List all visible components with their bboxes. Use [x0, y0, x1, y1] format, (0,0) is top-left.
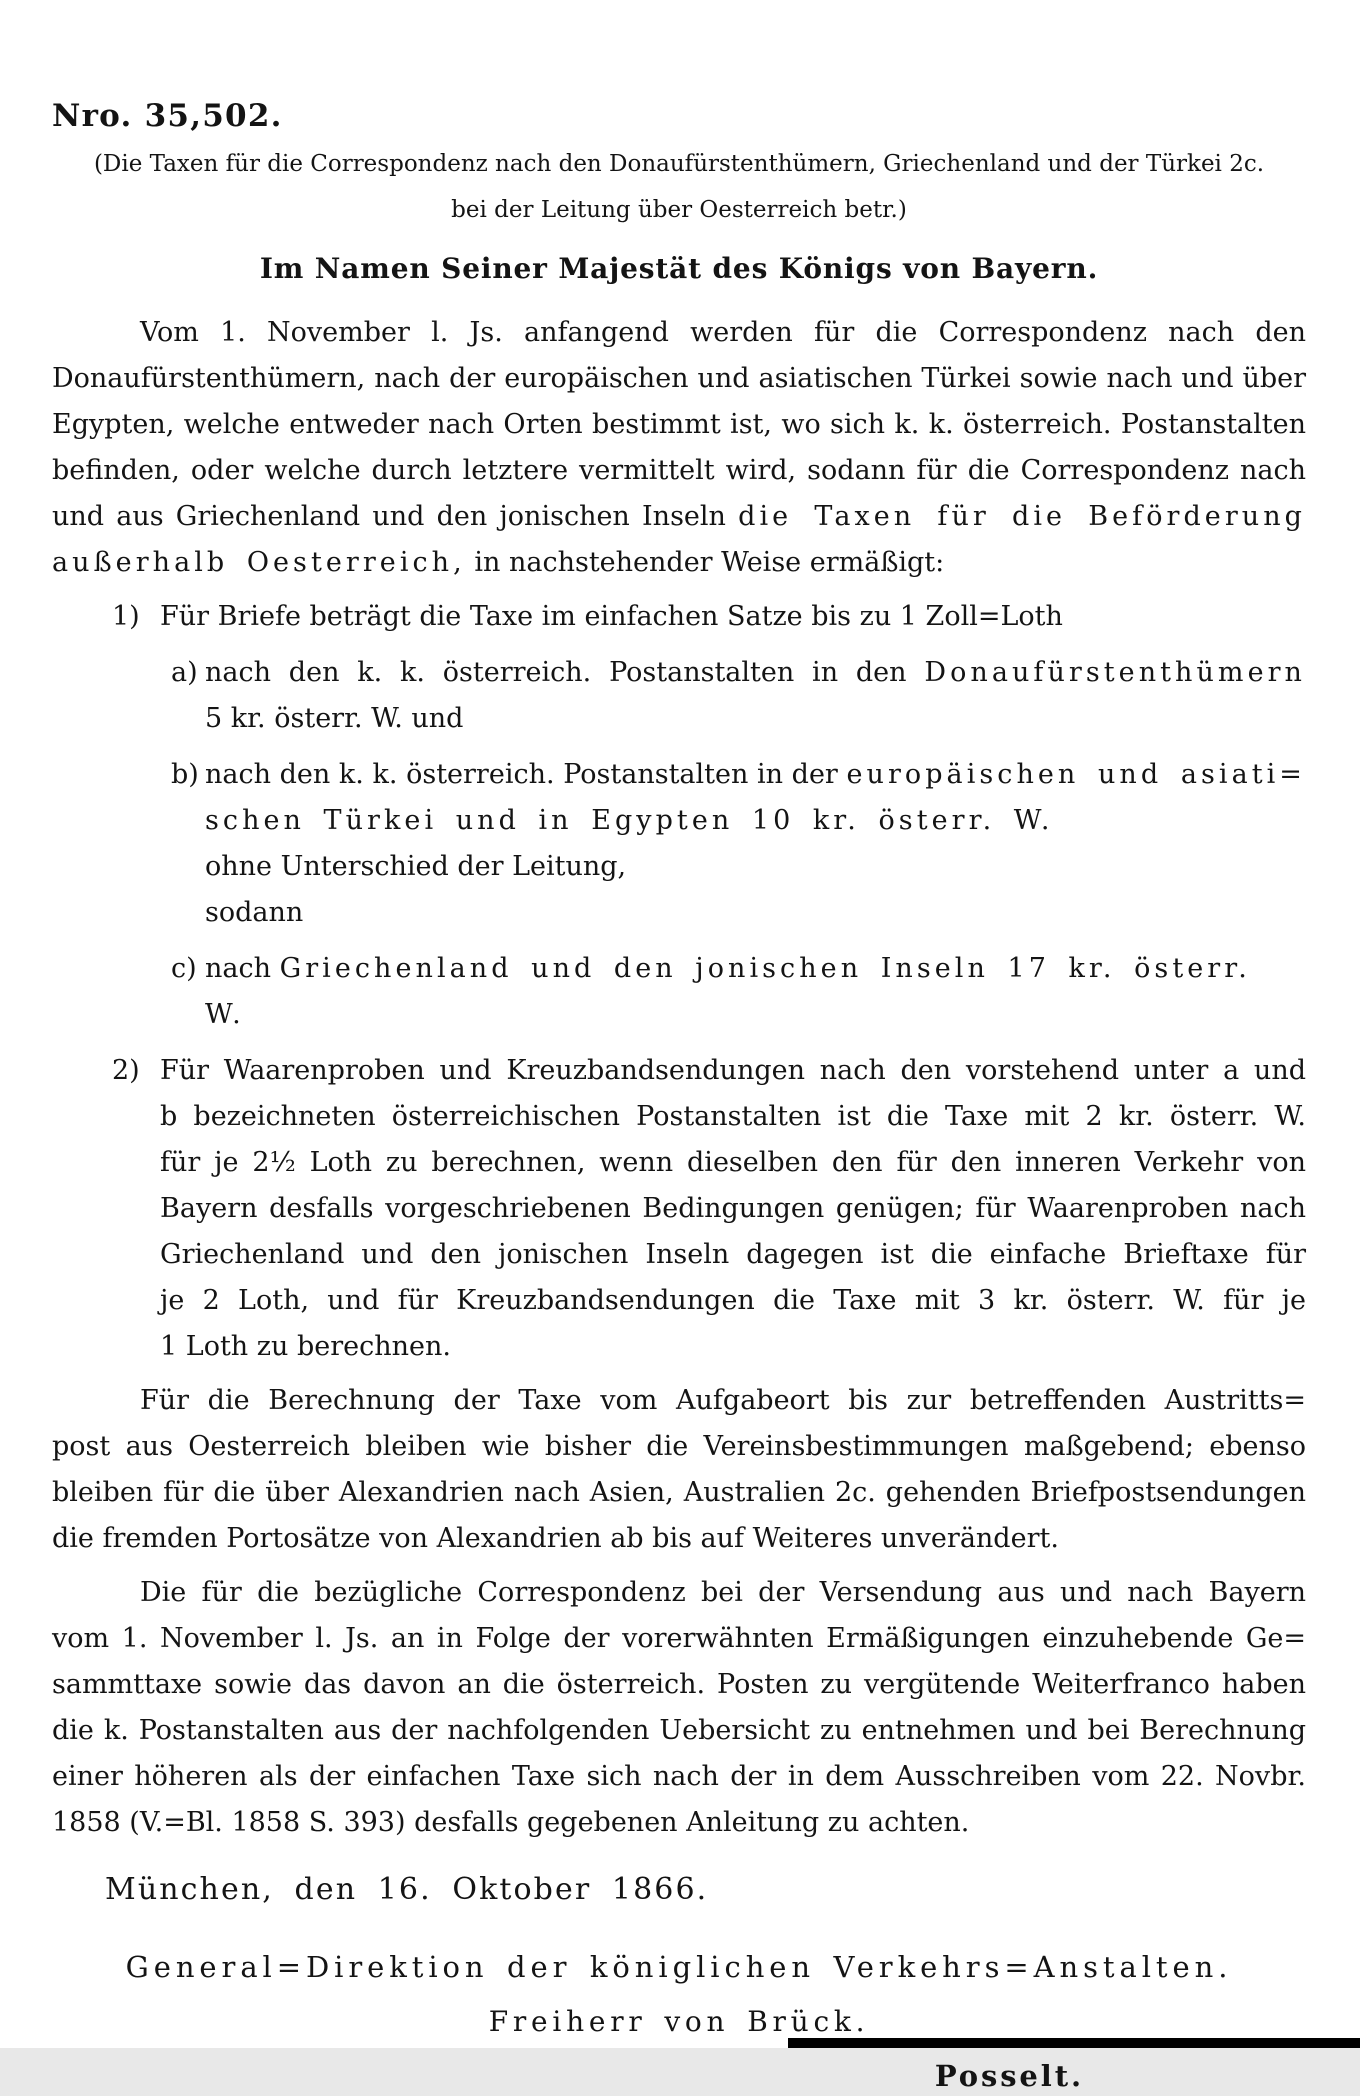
text-segment: in nachstehender Weise ermäßigt:: [474, 547, 945, 578]
list-subitem-c: [171, 946, 1306, 1038]
paragraph-line: sammttaxe sowie das davon an die österreich. Posten zu vergütende Weiterfranco haben: [52, 1669, 1306, 1700]
paragraph-line: Griechenland und den jonischen Inseln dagegen ist die einfache Brieftaxe für: [160, 1239, 1306, 1270]
paragraph-berechnung: [52, 1378, 1306, 1562]
paragraph-line: einer höheren als der einfachen Taxe sich nach der in dem Ausschreiben vom 22. Novbr.: [52, 1761, 1306, 1792]
emphasized-text-segment: die Taxen für die Beförderung: [738, 501, 1307, 532]
paragraph-line: b bezeichneten österreichischen Postanstalten ist die Taxe mit 2 kr. österr. W.: [160, 1101, 1306, 1132]
subject-line-2: bei der Leitung über Oesterreich betr.): [451, 197, 907, 223]
emphasized-text-segment: außerhalb Oesterreich,: [52, 547, 466, 578]
paragraph-line: [205, 650, 1306, 696]
dateline: München, den 16. Oktober 1866.: [105, 1872, 709, 1907]
emphasized-text-segment: europäischen und asiati=: [846, 759, 1306, 790]
paragraph-line: befinden, oder welche durch letztere vermittelt wird, sodann für die Correspondenz nach: [52, 455, 1306, 486]
subject-line-1: (Die Taxen für die Correspondenz nach den Donaufürstenthümern, Griechenland und der Türkei 2c.: [93, 151, 1265, 177]
scan-edge-artifact: [788, 2038, 1360, 2048]
document-number: Nro. 35,502.: [52, 98, 283, 134]
paragraph-line: Die für die bezügliche Correspondenz bei der Versendung aus und nach Bayern: [140, 1577, 1306, 1608]
list-item-number: 1): [112, 601, 140, 632]
paragraph-line: Für die Berechnung der Taxe vom Aufgabeort bis zur betreffenden Austritts=: [140, 1385, 1306, 1416]
paragraph-gesammttaxe: [52, 1570, 1306, 1846]
paragraph-line: post aus Oesterreich bleiben wie bisher die Vereinsbestimmungen maßgebend; ebenso: [52, 1431, 1306, 1462]
list-item-text: Für Briefe beträgt die Taxe im einfachen Satze bis zu 1 Zoll=Loth: [160, 601, 1063, 632]
paragraph-line: für je 2½ Loth zu berechnen, wenn dieselben den für den inneren Verkehr von: [160, 1147, 1306, 1178]
paragraph-line: vom 1. November l. Js. an in Folge der vorerwähnten Ermäßigungen einzuhebende Ge=: [52, 1623, 1306, 1654]
paragraph-line: die fremden Portosätze von Alexandrien ab bis auf Weiteres unverändert.: [52, 1523, 1059, 1554]
paragraph-line: Bayern desfalls vorgeschriebenen Bedingungen genügen; für Waarenproben nach: [160, 1193, 1306, 1224]
paragraph-line: 1858 (V.=Bl. 1858 S. 393) desfalls gegebenen Anleitung zu achten.: [52, 1807, 970, 1838]
proclamation-title: Im Namen Seiner Majestät des Königs von Bayern.: [259, 252, 1099, 285]
list-subitem-a: [171, 650, 1306, 742]
issuing-authority: General=Direktion der königlichen Verkehrs=Anstalten.: [125, 1950, 1233, 1984]
subject-block: [52, 144, 1306, 236]
list-item-number: 2): [112, 1055, 140, 1086]
list-subitem-letter: b): [171, 759, 199, 790]
paragraph-intro: [52, 310, 1306, 586]
paragraph-line: schen Türkei und in Egypten 10 kr. österr. W.: [205, 805, 1054, 836]
paragraph-line: je 2 Loth, und für Kreuzbandsendungen die Taxe mit 3 kr. österr. W. für je: [160, 1285, 1306, 1316]
paragraph-line: Für Waarenproben und Kreuzbandsendungen nach den vorstehend unter a und: [160, 1055, 1306, 1086]
list-subitem-letter: a): [171, 657, 198, 688]
paragraph-line: Vom 1. November l. Js. anfangend werden für die Correspondenz nach den: [140, 317, 1306, 348]
paragraph-line: 5 kr. österr. W. und: [205, 703, 464, 734]
paragraph-line: ohne Unterschied der Leitung,: [205, 851, 627, 882]
text-segment: nach den k. k. österreich. Postanstalten in der: [205, 759, 838, 790]
paragraph-line: Donaufürstenthümern, nach der europäischen und asiatischen Türkei sowie nach und über: [52, 363, 1306, 394]
text-segment: und aus Griechenland und den jonischen Inseln: [52, 501, 726, 532]
paragraph-line: [205, 752, 1306, 798]
emphasized-text-segment: Donaufürstenthümern: [924, 657, 1306, 688]
list-subitem-b: [171, 752, 1306, 936]
paragraph-line: die k. Postanstalten aus der nachfolgenden Uebersicht zu entnehmen und bei Berechnung: [52, 1715, 1306, 1746]
paragraph-line: [52, 494, 1306, 540]
paragraph-line: 1 Loth zu berechnen.: [160, 1331, 451, 1362]
paragraph-line: [52, 540, 1306, 586]
signature-name: Freiherr von Brück.: [488, 2005, 870, 2038]
text-segment: nach den k. k. österreich. Postanstalten in den: [205, 657, 907, 688]
paragraph-line: bleiben für die über Alexandrien nach Asien, Australien 2c. gehenden Briefpostsendungen: [52, 1477, 1306, 1508]
paragraph-line: Egypten, welche entweder nach Orten bestimmt ist, wo sich k. k. österreich. Postanstalten: [52, 409, 1306, 440]
list-item-1: [112, 594, 1306, 640]
emphasized-text-segment: Griechenland und den jonischen Inseln 17 kr. österr. W.: [205, 953, 1251, 1030]
list-subitem-letter: c): [171, 953, 197, 984]
paragraph-line: [205, 946, 1306, 1038]
countersignature-name: Posselt.: [934, 2059, 1084, 2093]
text-segment: nach: [205, 953, 271, 984]
list-item-2: [112, 1048, 1306, 1370]
paragraph-line: sodann: [205, 897, 304, 928]
